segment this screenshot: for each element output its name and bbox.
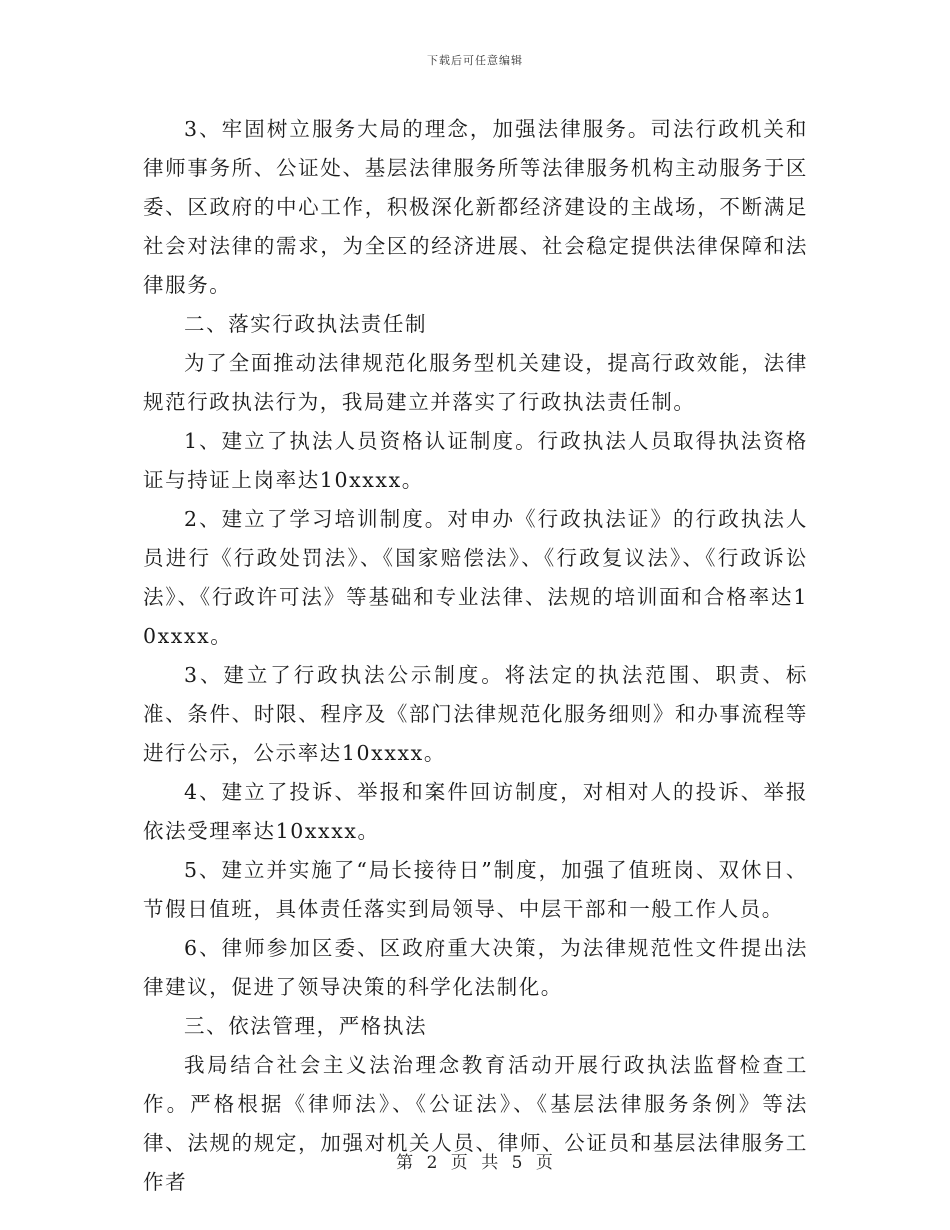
paragraph-item-4: 4、建立了投诉、举报和案件回访制度，对相对人的投诉、举报依法受理率达10xxxx。	[143, 780, 808, 843]
paragraph-item-1: 1、建立了执法人员资格认证制度。行政执法人员取得执法资格证与持证上岗率达10xxxx。	[143, 429, 808, 492]
paragraph-item-5: 5、建立并实施了“局长接待日”制度，加强了值班岗、双休日、节假日值班，具体责任落实到局领导、中层干部和一般工作人员。	[143, 858, 808, 921]
page-number: 第 2 页 共 5 页	[396, 1153, 554, 1173]
paragraph-responsibility-intro: 为了全面推动法律规范化服务型机关建设，提高行政效能，法律规范行政执法行为，我局建立并落实了行政执法责任制。	[143, 351, 808, 414]
paragraph-item-2: 2、建立了学习培训制度。对申办《行政执法证》的行政执法人员进行《行政处罚法》、《国家赔偿法》、《行政复议法》、《行政诉讼法》、《行政许可法》等基础和专业法律、法规的培训面和合格率达10xxxx。	[143, 507, 808, 648]
paragraph-supervision: 我局结合社会主义法治理念教育活动开展行政执法监督检查工作。严格根据《律师法》、《公证法》、《基层法律服务条例》等法律、法规的规定，加强对机关人员、律师、公证员和基层法律服务工作者	[143, 1053, 808, 1194]
paragraph-legal-services: 3、牢固树立服务大局的理念，加强法律服务。司法行政机关和律师事务所、公证处、基层法律服务所等法律服务机构主动服务于区委、区政府的中心工作，积极深化新都经济建设的主战场，不断满足社会对法律的需求，为全区的经济进展、社会稳定提供法律保障和法律服务。	[143, 117, 808, 297]
paragraph-item-3: 3、建立了行政执法公示制度。将法定的执法范围、职责、标准、条件、时限、程序及《部门法律规范化服务细则》和办事流程等进行公示，公示率达10xxxx。	[143, 663, 808, 765]
paragraph-item-6: 6、律师参加区委、区政府重大决策，为法律规范性文件提出法律建议，促进了领导决策的科学化法制化。	[143, 936, 808, 999]
page-header: 下载后可任意编辑	[427, 54, 523, 67]
heading-section-three: 三、依法管理，严格执法	[184, 1014, 428, 1038]
heading-section-two: 二、落实行政执法责任制	[184, 312, 428, 336]
document-body	[143, 110, 808, 1202]
